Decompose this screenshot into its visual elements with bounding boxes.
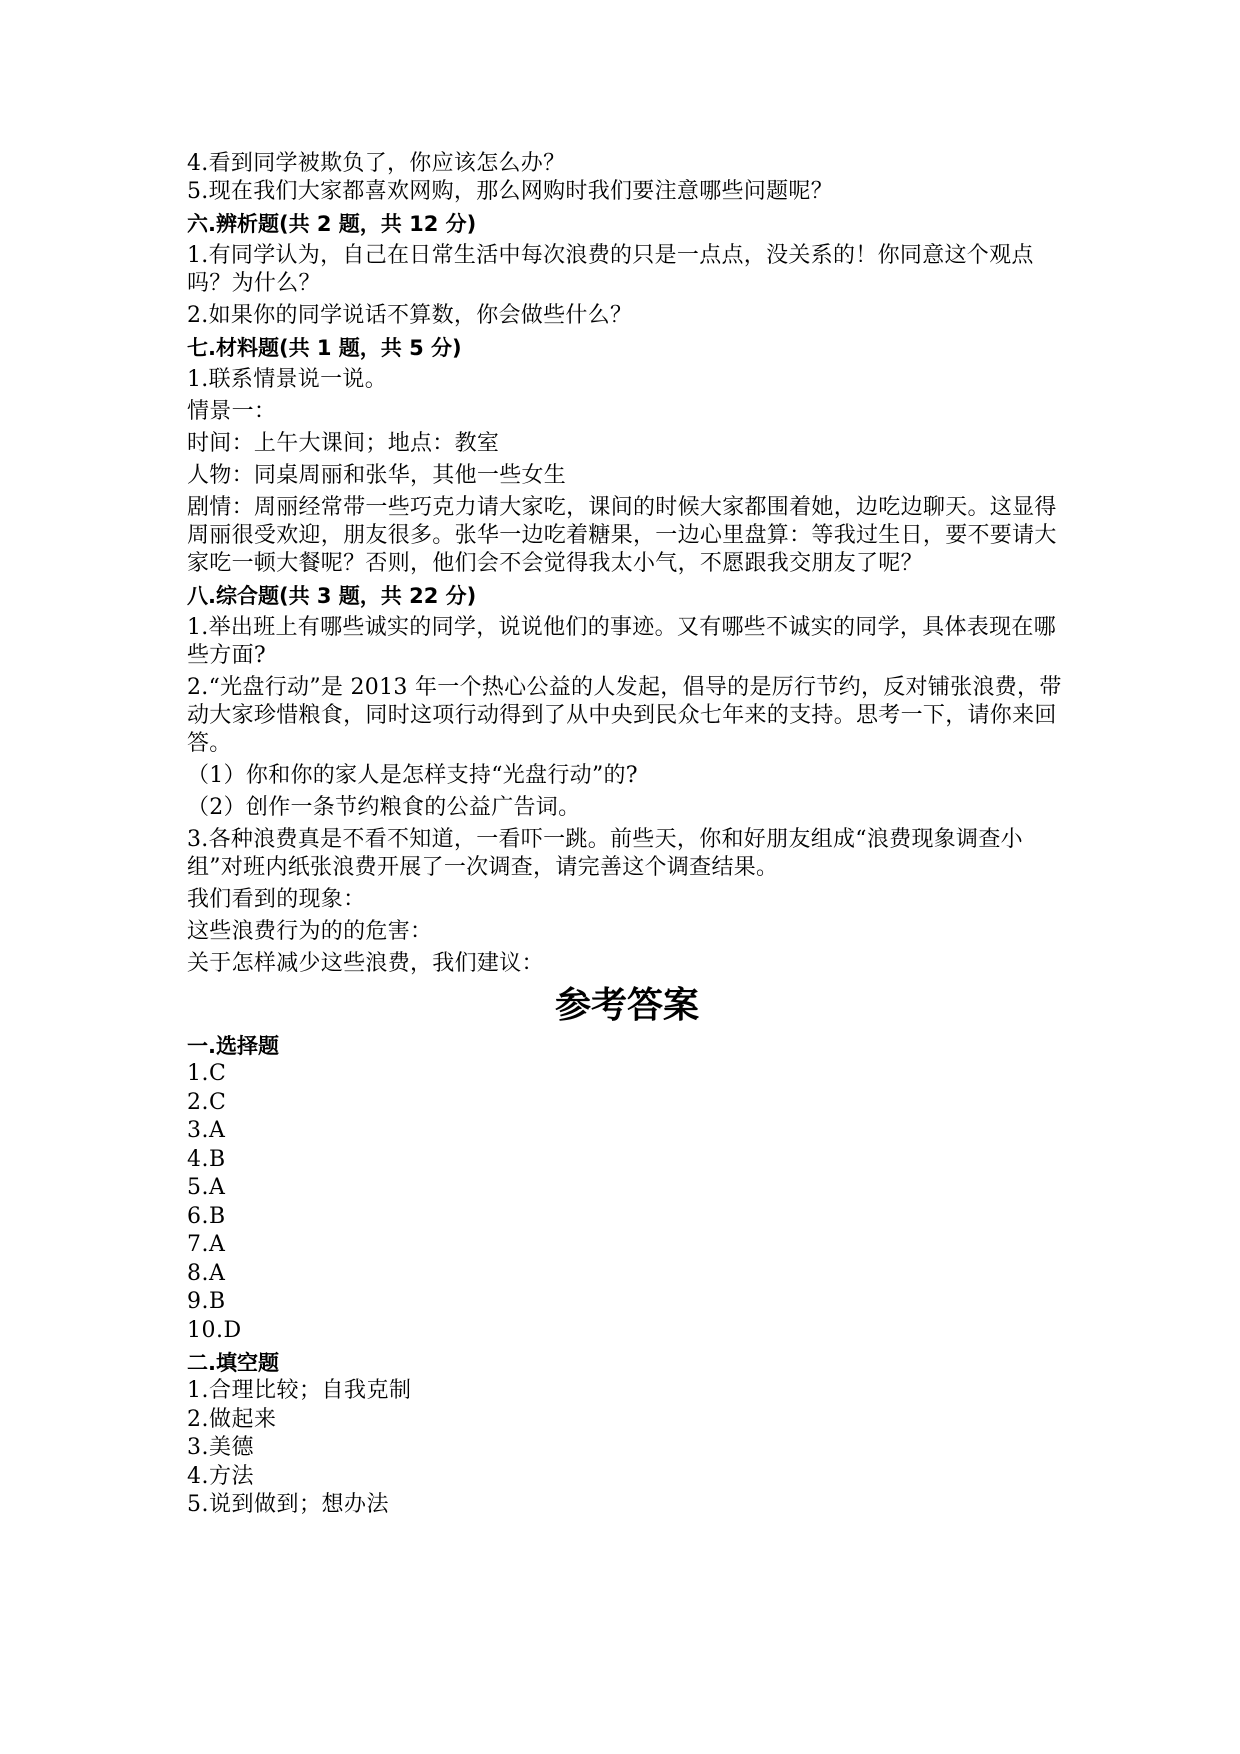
answer-item: 2.做起来 <box>187 1406 277 1432</box>
question-4: 4.看到同学被欺负了，你应该怎么办？ <box>187 151 566 176</box>
section-8-question-2a: （1）你和你的家人是怎样支持“光盘行动”的? <box>187 763 638 788</box>
answers-section-1-heading: 一.选择题 <box>187 1034 279 1058</box>
answer-item: 3.A <box>187 1118 226 1143</box>
survey-line-2: 这些浪费行为的的危害： <box>187 919 433 944</box>
survey-line-1: 我们看到的现象： <box>187 887 366 912</box>
answer-item: 8.A <box>187 1260 226 1286</box>
scene-label: 情景一： <box>187 399 277 424</box>
section-8-question-3: 3.各种浪费真是不看不知道，一看吓一跳。前些天，你和好朋友组成“浪费现象调查小组”对班内纸张浪费开展了一次调查，请完善这个调查结果。 <box>187 827 1023 880</box>
section-7-heading: 七.材料题(共 1 题，共 5 分) <box>187 336 462 360</box>
answers-section-2-heading: 二.填空题 <box>187 1351 279 1375</box>
answer-item: 10.D <box>187 1317 242 1343</box>
section-6-item-2: 2.如果你的同学说话不算数，你会做些什么？ <box>187 303 633 328</box>
answer-item: 2.C <box>187 1089 227 1115</box>
section-8-heading: 八.综合题(共 3 题，共 22 分) <box>187 584 477 608</box>
section-8-question-1: 1.举出班上有哪些诚实的同学，说说他们的事迹。又有哪些不诚实的同学，具体表现在哪些方面? <box>187 615 1056 668</box>
survey-line-3: 关于怎样减少这些浪费，我们建议： <box>187 951 544 976</box>
answer-item: 3.美德 <box>187 1435 254 1460</box>
scene-time: 时间：上午大课间；地点：教室 <box>187 431 500 456</box>
scene-plot: 剧情：周丽经常带一些巧克力请大家吃，课间的时候大家都围着她，边吃边聊天。这显得周丽很受欢迎，朋友很多。张华一边吃着糖果，一边心里盘算：等我过生日，要不要请大家吃一顿大餐呢？否则，他们会不会觉得我太小气，不愿跟我交朋友了呢？ <box>187 495 1057 576</box>
answer-item: 1.合理比较；自我克制 <box>187 1378 412 1403</box>
answer-item: 5.A <box>187 1175 226 1200</box>
answer-item: 5.说到做到；想办法 <box>187 1492 389 1517</box>
answer-item: 4.B <box>187 1146 226 1172</box>
answer-item: 9.B <box>187 1289 226 1314</box>
scene-people: 人物：同桌周丽和张华，其他一些女生 <box>187 463 567 488</box>
answer-item: 1.C <box>187 1061 227 1086</box>
answer-item: 6.B <box>187 1203 226 1229</box>
answer-item: 7.A <box>187 1232 226 1257</box>
page-content <box>187 150 1067 1520</box>
section-6-item-1: 1.有同学认为，自己在日常生活中每次浪费的只是一点点，没关系的！你同意这个观点吗？为什么？ <box>187 243 1034 296</box>
section-8-question-2: 2.“光盘行动”是 2013 年一个热心公益的人发起，倡导的是厉行节约，反对铺张浪费，带动大家珍惜粮食，同时这项行动得到了从中央到民众七年来的支持。思考一下，请你来回答。 <box>187 675 1062 756</box>
answers-title: 参考答案 <box>554 985 699 1026</box>
answer-item: 4.方法 <box>187 1463 254 1489</box>
section-6-heading: 六.辨析题(共 2 题，共 12 分) <box>187 212 477 236</box>
section-8-question-2b: （2）创作一条节约粮食的公益广告词。 <box>187 795 581 820</box>
section-7-question-1: 1.联系情景说一说。 <box>187 367 387 392</box>
question-5: 5.现在我们大家都喜欢网购，那么网购时我们要注意哪些问题呢？ <box>187 179 833 204</box>
